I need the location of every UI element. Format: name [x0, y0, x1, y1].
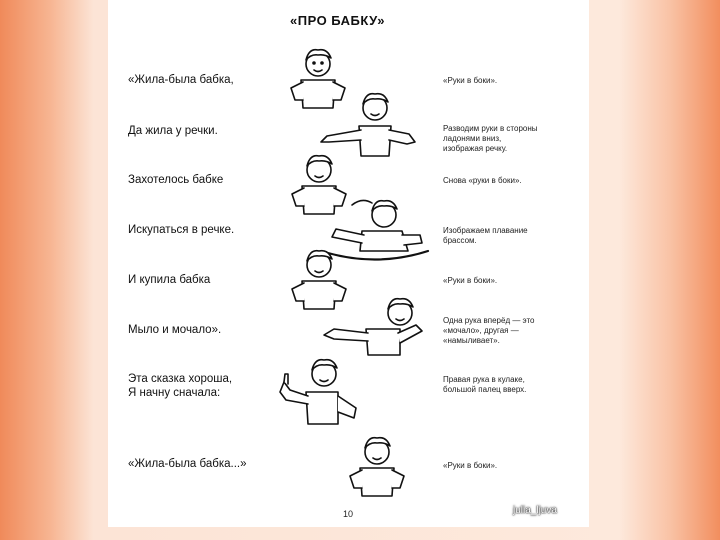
instruction-5: «Руки в боки». [443, 276, 498, 285]
instruction-3: Снова «руки в боки». [443, 176, 522, 185]
instruction-4: Изображаем плавание брассом. [443, 226, 528, 245]
boy-thumbs-up-illustration [276, 350, 368, 426]
instruction-8: «Руки в боки». [443, 461, 498, 470]
instruction-1: «Руки в боки». [443, 76, 498, 85]
instruction-7: Правая рука в кулаке, большой палец вверх. [443, 375, 527, 394]
verse-line-6: Мыло и мочало». [128, 324, 222, 336]
verse-line-3: Захотелось бабке [128, 174, 224, 186]
page-title: «ПРО БАБКУ» [290, 13, 385, 28]
verse-line-2: Да жила у речки. [128, 125, 218, 137]
page-number: 10 [343, 509, 354, 519]
verse-line-8: «Жила-была бабка...» [128, 458, 247, 470]
boy-soaping-illustration [320, 295, 425, 357]
instruction-6: Одна рука вперёд — это «мочало», другая — «намыливает». [443, 316, 535, 345]
instruction-2: Разводим руки в стороны ладонями вниз, изображая речку. [443, 124, 538, 153]
verse-line-4: Искупаться в речке. [128, 224, 235, 236]
boy-hands-on-hips-illustration [342, 430, 412, 498]
verse-line-7: Эта сказка хороша, Я начну сначала: [128, 373, 233, 399]
verse-line-1: «Жила-была бабка, [128, 74, 234, 86]
verse-line-5: И купила бабка [128, 274, 211, 286]
watermark-stamp: julia_ljuva [513, 505, 557, 516]
